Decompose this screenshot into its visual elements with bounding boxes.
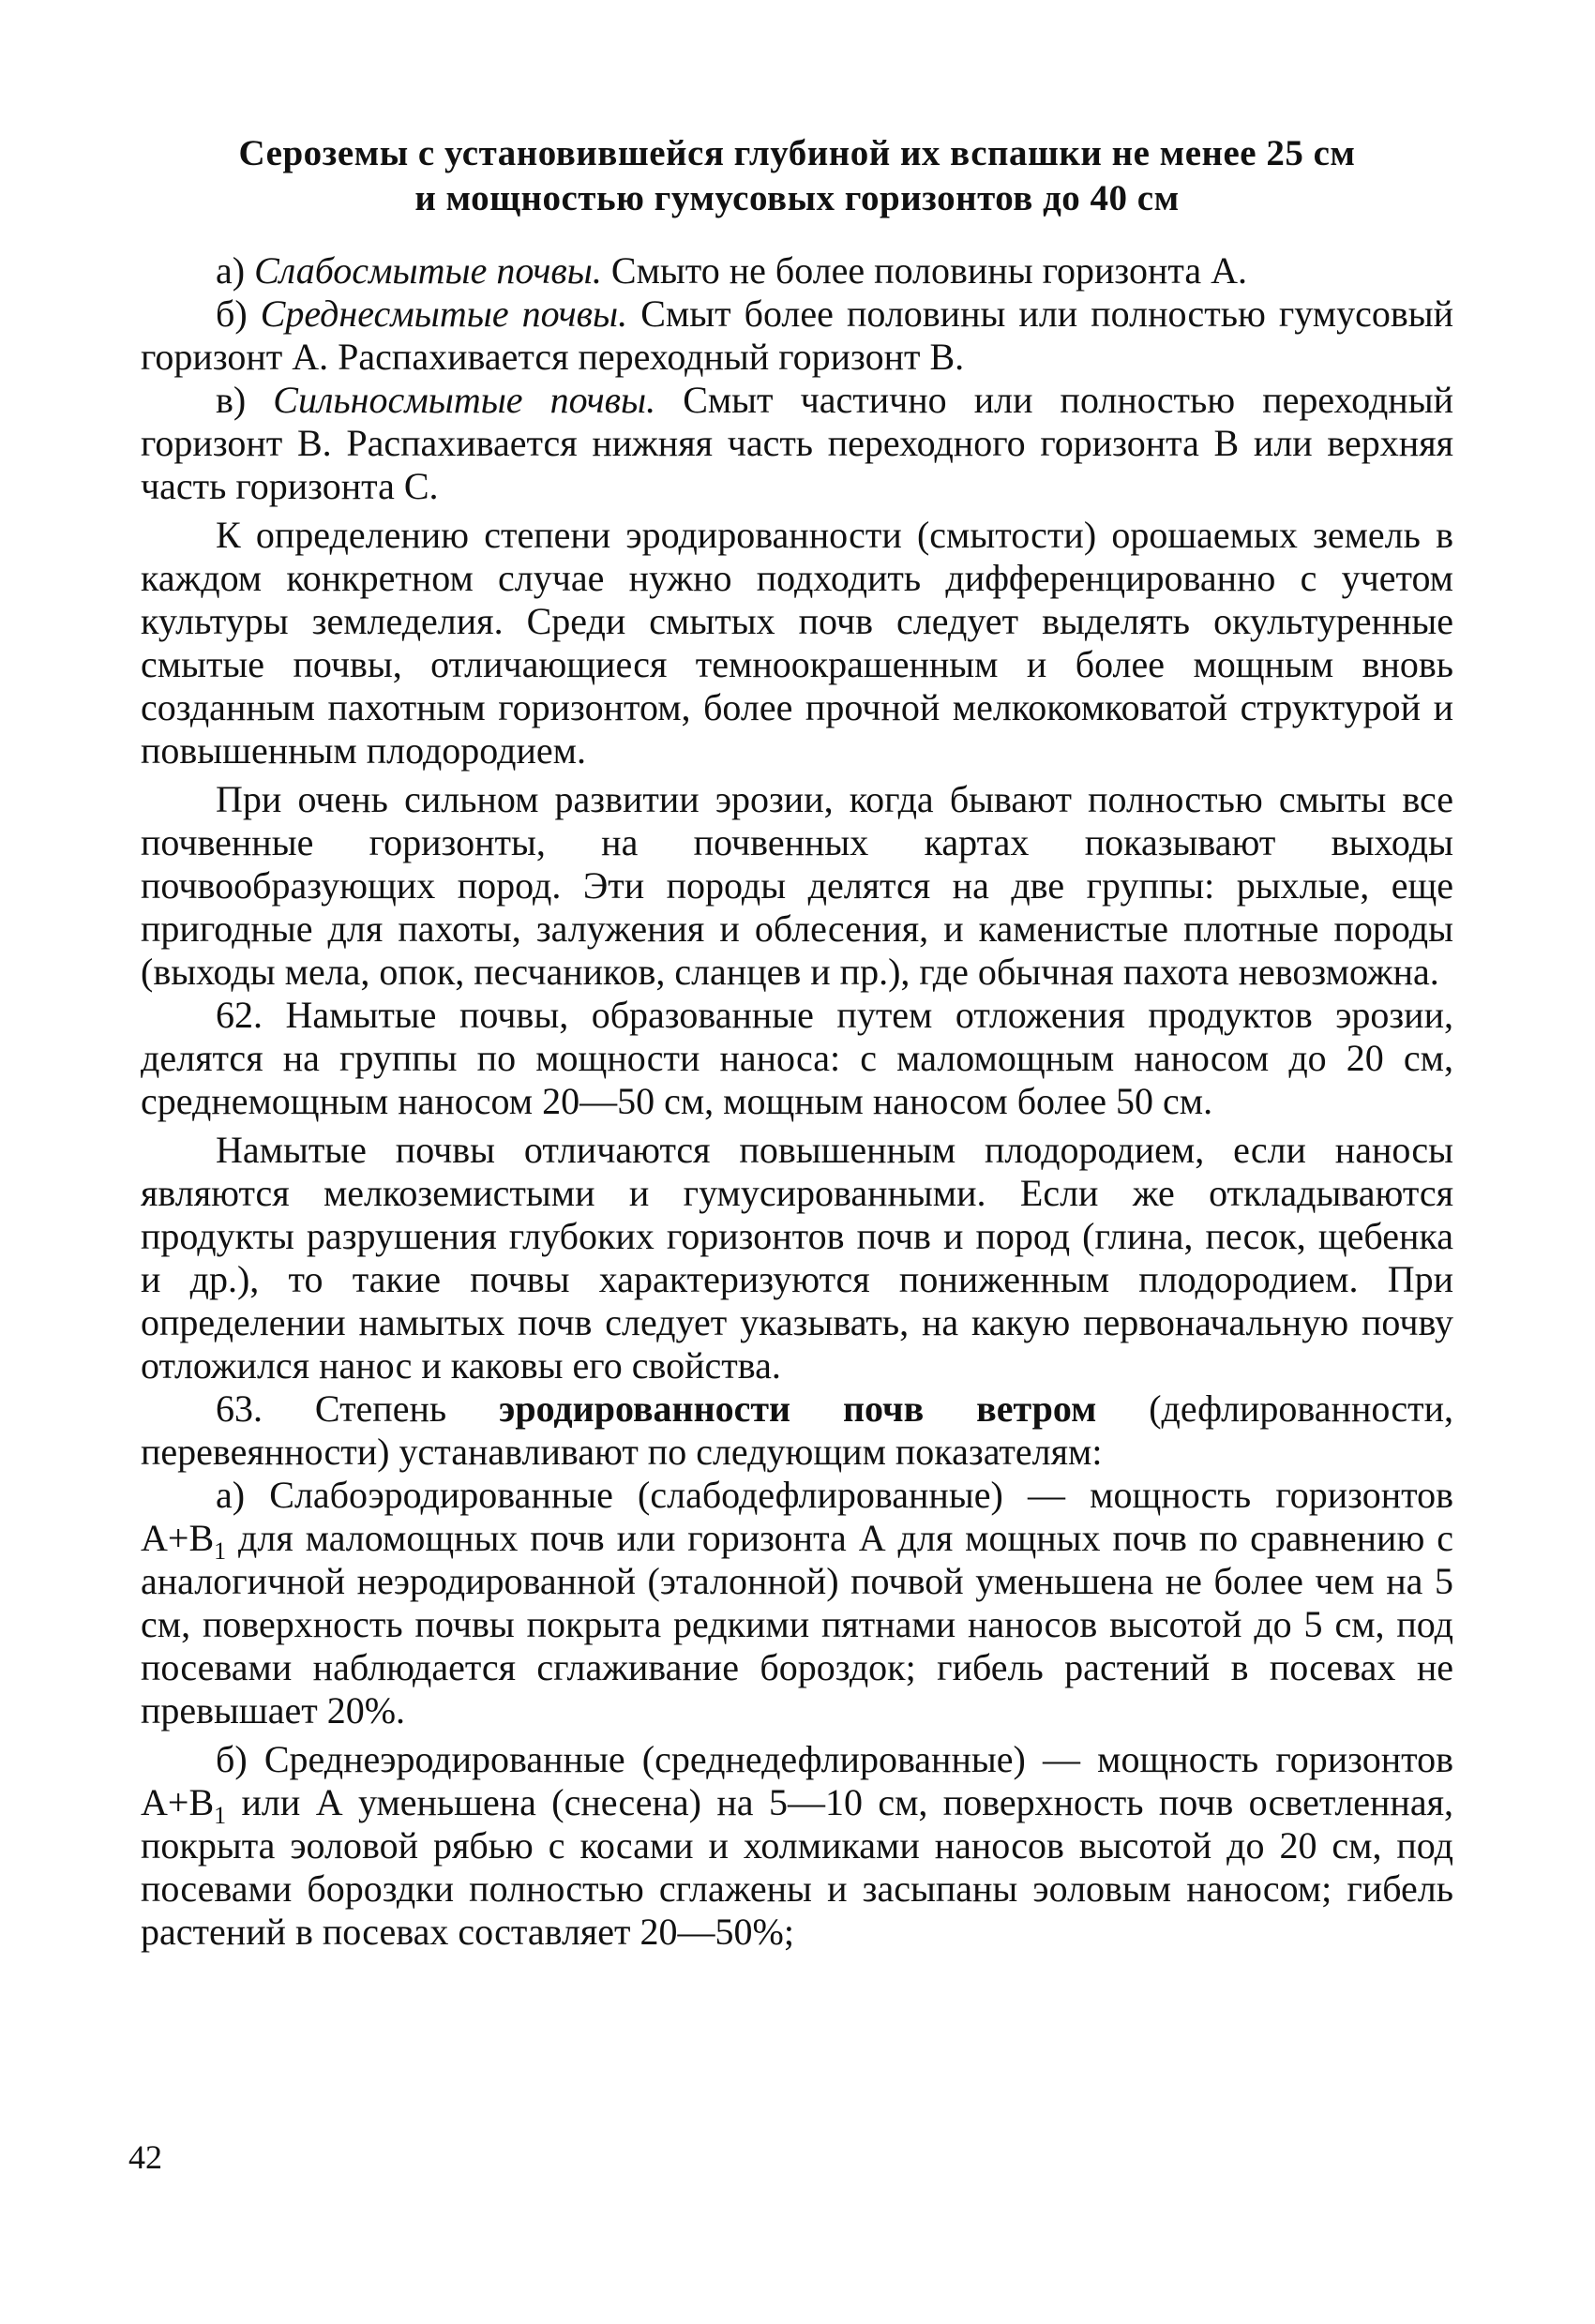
item-b-marker: б) bbox=[216, 292, 261, 335]
paragraph-63-lead: 63. Степень bbox=[216, 1387, 500, 1430]
section-heading-line-1: Сероземы с установившейся глубиной их вспашки не менее 25 см bbox=[238, 133, 1356, 173]
item-c-marker: в) bbox=[216, 379, 274, 421]
page-number: 42 bbox=[128, 2138, 162, 2176]
item-a-text: Смыто не более половины горизонта А. bbox=[601, 249, 1247, 292]
item-b-text: Смыт более половины или полностью гумусовый горизонт А. Распахивается переходный горизонт В. bbox=[141, 292, 1454, 378]
medium-eroded-subscript: 1 bbox=[214, 1802, 227, 1829]
item-c-term: Сильносмытые почвы. bbox=[273, 379, 656, 421]
weakly-eroded-start: а) Слабоэродированные (слабодефлированные) — мощность горизонтов А+В bbox=[141, 1474, 1453, 1559]
medium-eroded-end: или А уменьшена (снесена) на 5—10 см, поверхность почв осветленная, покрыта эоловой рябью с косами и холмиками наносов высотой до 20 см, под посевами бороздки полностью сглажены и засыпаны эоловым наносом; гибель растений в посевах составляет 20—50%; bbox=[141, 1781, 1453, 1953]
paragraph-medium-eroded bbox=[141, 1738, 1453, 1954]
paragraph-62-washed-soils: 62. Намытые почвы, образованные путем отложения продуктов эрозии, делятся на группы по мощности наноса: с маломощным наносом до 20 см, среднемощным наносом 20—50 см, мощным наносом более 50 см. bbox=[141, 994, 1453, 1122]
item-c-paragraph bbox=[141, 379, 1453, 508]
paragraph-63-bold-term: эродированности почв ветром bbox=[499, 1387, 1097, 1430]
paragraph-cultured-soils: К определению степени эродированности (смытости) орошаемых земель в каждом конкретном случае нужно подходить дифференцированно с учетом культуры земледелия. Среди смытых почв следует выделять окультуренные смытые почвы, отличающиеся темноокрашенным и более мощным вновь созданным пахотным горизонтом, более прочной мелкокомковатой структурой и повышенным плодородием. bbox=[141, 514, 1453, 772]
weakly-eroded-subscript: 1 bbox=[214, 1537, 227, 1565]
paragraph-63-wind-erosion bbox=[141, 1387, 1453, 1474]
medium-eroded-start: б) Среднеэродированные (среднедефлированные) — мощность горизонтов А+В bbox=[141, 1738, 1453, 1823]
paragraph-rock-outcrops: При очень сильном развитии эрозии, когда бывают полностью смыты все почвенные горизонты, на почвенных картах показывают выходы почвообразующих пород. Эти породы делятся на две группы: рыхлые, еще пригодные для пахоты, залужения и облесения, и каменистые плотные породы (выходы мела, опок, песчаников, сланцев и пр.), где обычная пахота невозможна. bbox=[141, 778, 1453, 993]
item-a-term: Слабосмытые почвы. bbox=[254, 249, 602, 292]
item-a-paragraph bbox=[141, 249, 1453, 292]
section-heading-line-2: и мощностью гумусовых горизонтов до 40 см bbox=[414, 178, 1180, 218]
section-heading bbox=[141, 131, 1453, 221]
paragraph-63-rest: (дефлированности, перевеянности) устанавливают по следующим показателям: bbox=[141, 1387, 1453, 1473]
item-b-paragraph bbox=[141, 292, 1453, 379]
page-body bbox=[141, 112, 1453, 1954]
weakly-eroded-end: для маломощных почв или горизонта А для мощных почв по сравнению с аналогичной неэродированной (эталонной) почвой уменьшена не более чем на 5 см, поверхность почвы покрыта редкими пятнами наносов высотой до 5 см, под посевами наблюдается сглаживание бороздок; гибель растений в посевах не превышает 20%. bbox=[141, 1517, 1453, 1732]
item-b-term: Среднесмытые почвы. bbox=[260, 292, 628, 335]
item-c-text: Смыт частично или полностью переходный горизонт В. Распахивается нижняя часть переходного горизонта В или верхняя часть горизонта С. bbox=[141, 379, 1453, 507]
item-a-marker: а) bbox=[216, 249, 255, 292]
paragraph-weakly-eroded bbox=[141, 1474, 1453, 1732]
paragraph-washed-fertility: Намытые почвы отличаются повышенным плодородием, если наносы являются мелкоземистыми и гумусированными. Если же откладываются продукты разрушения глубоких горизонтов почв и пород (глина, песок, щебенка и др.), то такие почвы характеризуются пониженным плодородием. При определении намытых почв следует указывать, на какую первоначальную почву отложился нанос и каковы его свойства. bbox=[141, 1129, 1453, 1387]
